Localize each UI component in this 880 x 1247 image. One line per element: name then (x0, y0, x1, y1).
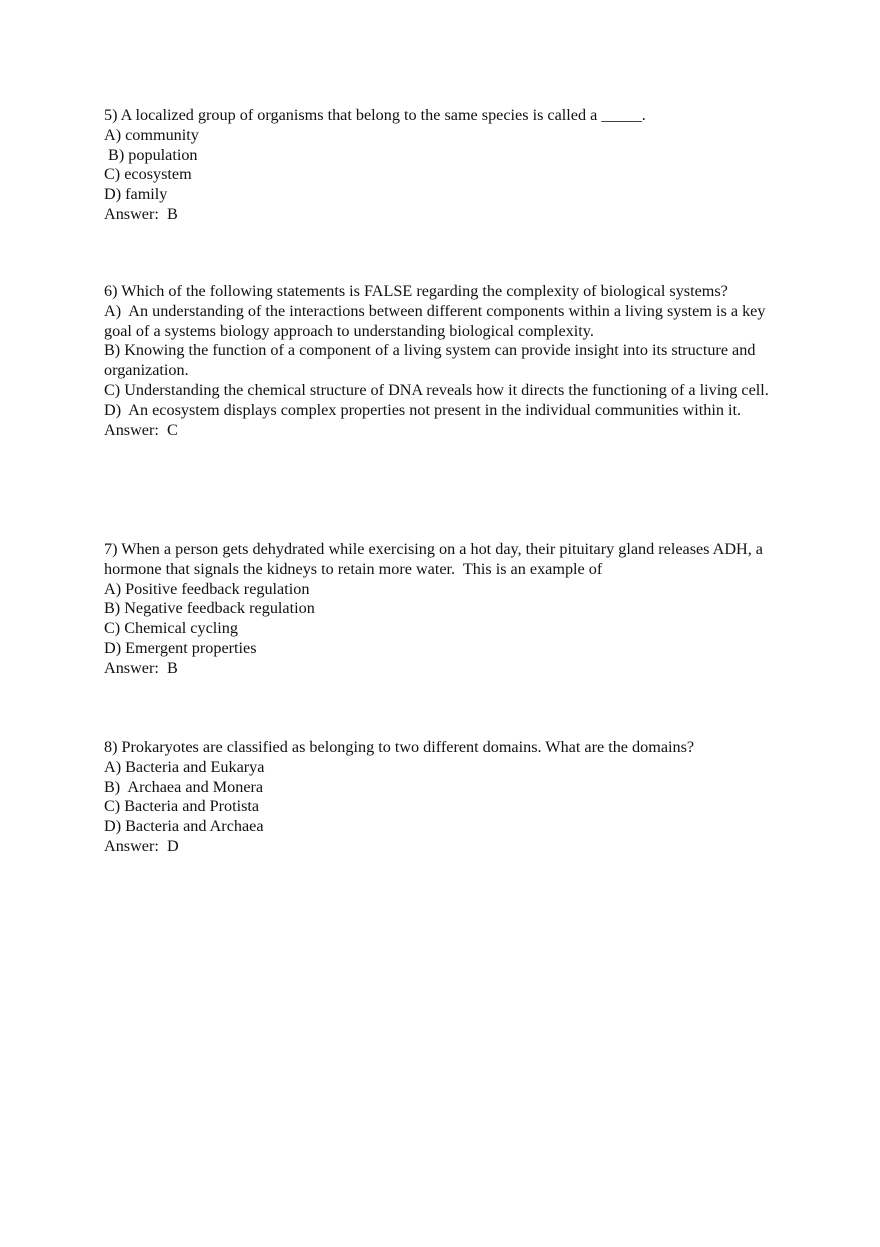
answer-line: Answer: D (104, 836, 179, 855)
question-stem: 5) A localized group of organisms that belong to the same species is called a _____. (104, 106, 646, 124)
option-d: D) An ecosystem displays complex properties not present in the individual communities within it. (104, 400, 742, 419)
option-b: B) Negative feedback regulation (104, 599, 315, 618)
option-c: C) ecosystem (104, 165, 192, 184)
option-d: D) family (104, 185, 168, 204)
answer-line: Answer: B (104, 658, 178, 677)
question-7 (104, 540, 794, 679)
answer-line: Answer: C (104, 420, 178, 439)
option-b: B) Knowing the function of a component of a living system can provide insight into its structure and organization. (104, 341, 760, 380)
option-a: A) community (104, 125, 199, 144)
question-stem: 6) Which of the following statements is FALSE regarding the complexity of biological systems? (104, 282, 728, 300)
option-c: C) Chemical cycling (104, 619, 238, 638)
option-d: D) Bacteria and Archaea (104, 817, 264, 836)
option-c: C) Bacteria and Protista (104, 797, 260, 816)
option-c: C) Understanding the chemical structure of DNA reveals how it directs the functioning of a living cell. (104, 380, 769, 399)
question-stem: 8) Prokaryotes are classified as belonging to two different domains. What are the domains? (104, 738, 695, 756)
option-b: B) population (104, 145, 198, 164)
question-5 (104, 106, 794, 225)
option-b: B) Archaea and Monera (104, 777, 264, 796)
question-8 (104, 738, 794, 857)
option-a: A) An understanding of the interactions between different components within a living system is a key goal of a systems biology approach to understanding biological complexity. (104, 301, 770, 340)
question-6 (104, 282, 794, 440)
option-a: A) Bacteria and Eukarya (104, 757, 265, 776)
answer-line: Answer: B (104, 204, 178, 223)
option-d: D) Emergent properties (104, 638, 257, 657)
option-a: A) Positive feedback regulation (104, 579, 310, 598)
question-stem: 7) When a person gets dehydrated while exercising on a hot day, their pituitary gland releases ADH, a hormone that signals the kidneys to retain more water. This is an example of (104, 540, 768, 578)
